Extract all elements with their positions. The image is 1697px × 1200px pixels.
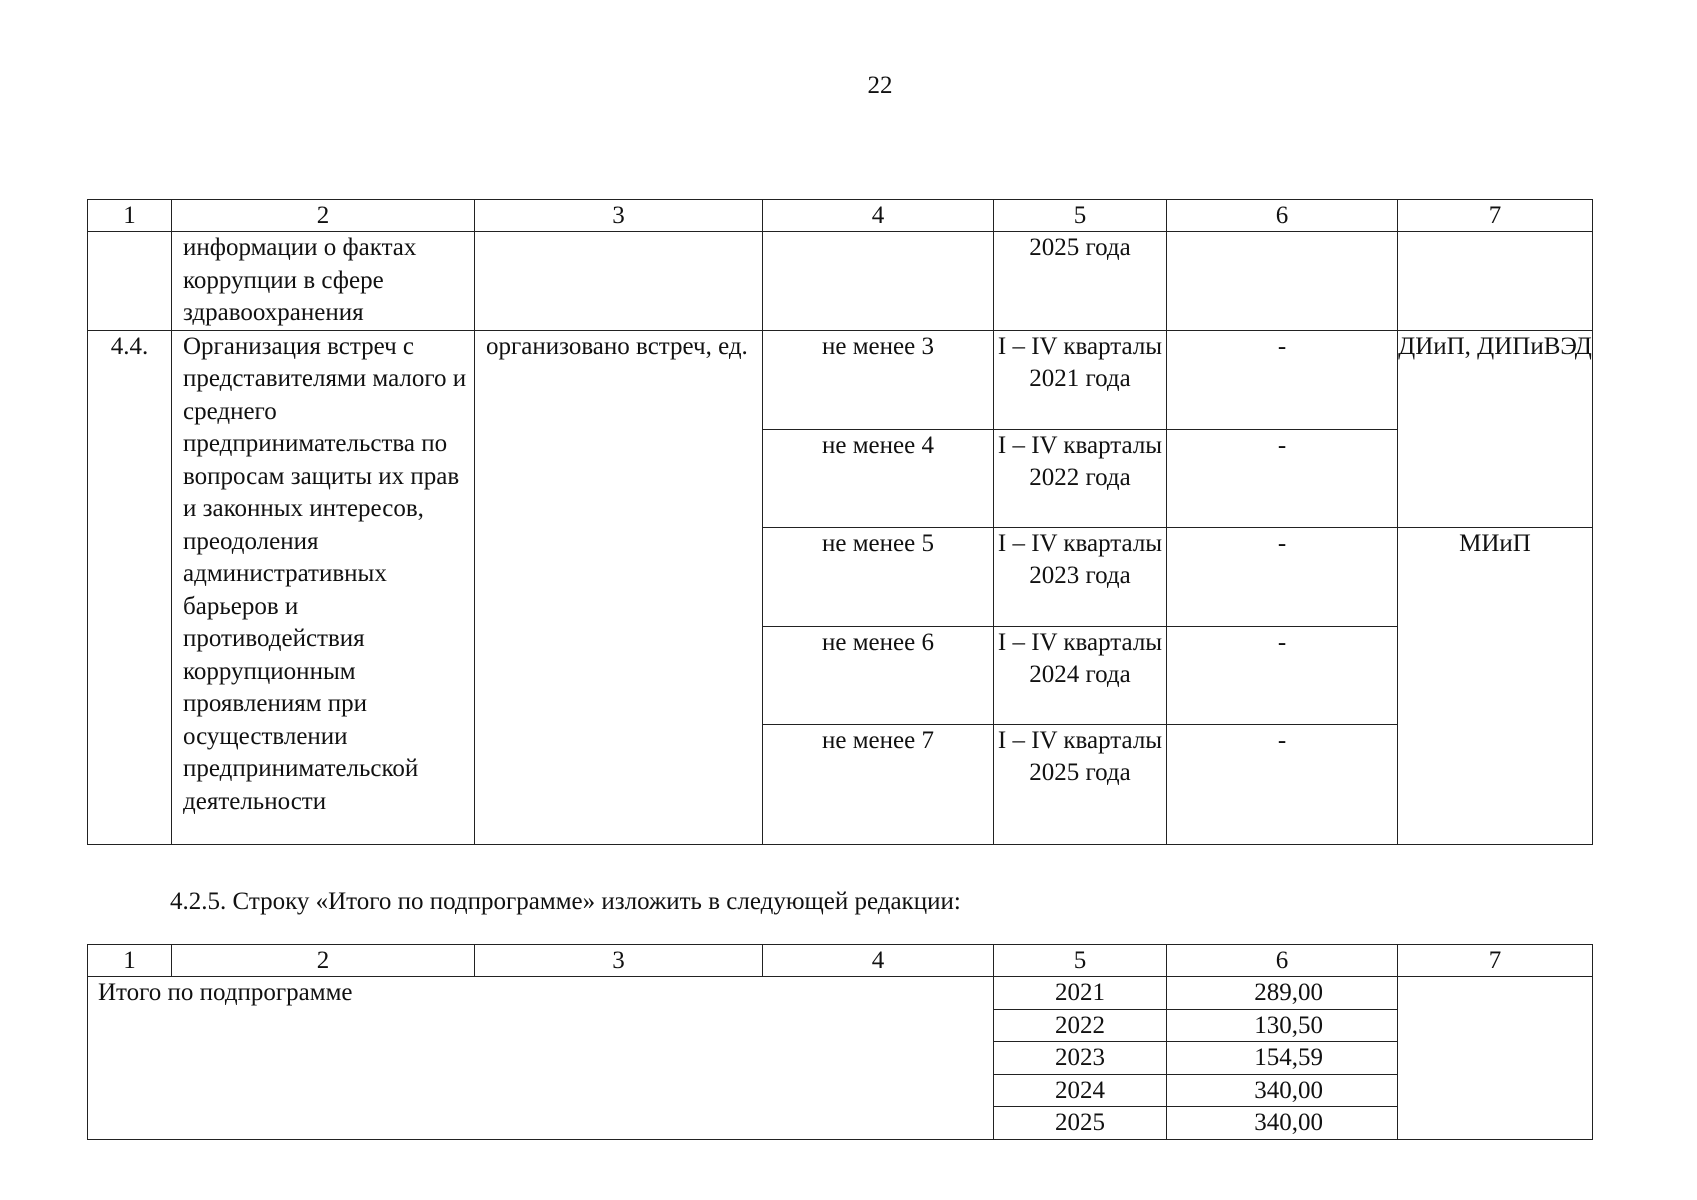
- item-row-2021: [88, 330, 1593, 429]
- empty-cell: [1398, 977, 1593, 1140]
- continuation-row: [88, 232, 1593, 331]
- empty-cell: [1167, 232, 1398, 331]
- amount-cell: 289,00: [1167, 977, 1398, 1010]
- indicator-name: организовано встреч, ед.: [475, 330, 763, 844]
- total-label: Итого по подпрограмме: [88, 977, 994, 1140]
- empty-cell: [763, 232, 994, 331]
- target-value: не менее 7: [763, 724, 994, 844]
- column-number: 4: [763, 200, 994, 232]
- target-value: не менее 5: [763, 527, 994, 626]
- amount-cell: 130,50: [1167, 1009, 1398, 1042]
- executor: МИиП: [1398, 527, 1593, 844]
- executor: ДИиП, ДИПиВЭД: [1398, 330, 1593, 527]
- year-cell: 2022: [994, 1009, 1167, 1042]
- empty-cell: [1398, 232, 1593, 331]
- column-number: 2: [172, 200, 475, 232]
- measure-name-continued: информации о фактах коррупции в сфере здравоохранения: [172, 232, 475, 331]
- column-number: 4: [763, 945, 994, 977]
- deadline: I – IV кварталы 2022 года: [994, 429, 1167, 527]
- column-number: 6: [1167, 200, 1398, 232]
- total-row-2021: [88, 977, 1593, 1010]
- measures-table: [87, 199, 1593, 845]
- target-value: не менее 4: [763, 429, 994, 527]
- deadline: I – IV кварталы 2025 года: [994, 724, 1167, 844]
- year-cell: 2023: [994, 1042, 1167, 1075]
- column-number: 1: [88, 200, 172, 232]
- amendment-paragraph: 4.2.5. Строку «Итого по подпрограмме» изложить в следующей редакции:: [170, 888, 961, 915]
- column-number: 5: [994, 200, 1167, 232]
- column-numbers-row: [88, 945, 1593, 977]
- column-number: 2: [172, 945, 475, 977]
- empty-cell: [88, 232, 172, 331]
- column-numbers-row: [88, 200, 1593, 232]
- target-value: не менее 3: [763, 330, 994, 429]
- funding: -: [1167, 626, 1398, 724]
- column-number: 7: [1398, 200, 1593, 232]
- deadline-continued: 2025 года: [994, 232, 1167, 331]
- column-number: 5: [994, 945, 1167, 977]
- item-number: 4.4.: [88, 330, 172, 844]
- column-number: 1: [88, 945, 172, 977]
- deadline: I – IV кварталы 2021 года: [994, 330, 1167, 429]
- year-cell: 2024: [994, 1074, 1167, 1107]
- page-number: 22: [867, 72, 893, 99]
- funding: -: [1167, 429, 1398, 527]
- deadline: I – IV кварталы 2024 года: [994, 626, 1167, 724]
- amount-cell: 154,59: [1167, 1042, 1398, 1075]
- column-number: 3: [475, 945, 763, 977]
- total-table: [87, 944, 1593, 1140]
- funding: -: [1167, 724, 1398, 844]
- funding: -: [1167, 527, 1398, 626]
- measure-name: Организация встреч с представителями малого и среднего предпринимательства по вопросам защиты их прав и законных интересов, преодоления административных барьеров и противодействия коррупционным проявлениям при осуществлении предпринимательской деятельности: [172, 330, 475, 844]
- amount-cell: 340,00: [1167, 1074, 1398, 1107]
- amount-cell: 340,00: [1167, 1107, 1398, 1140]
- column-number: 3: [475, 200, 763, 232]
- year-cell: 2021: [994, 977, 1167, 1010]
- target-value: не менее 6: [763, 626, 994, 724]
- year-cell: 2025: [994, 1107, 1167, 1140]
- column-number: 6: [1167, 945, 1398, 977]
- empty-cell: [475, 232, 763, 331]
- deadline: I – IV кварталы 2023 года: [994, 527, 1167, 626]
- funding: -: [1167, 330, 1398, 429]
- column-number: 7: [1398, 945, 1593, 977]
